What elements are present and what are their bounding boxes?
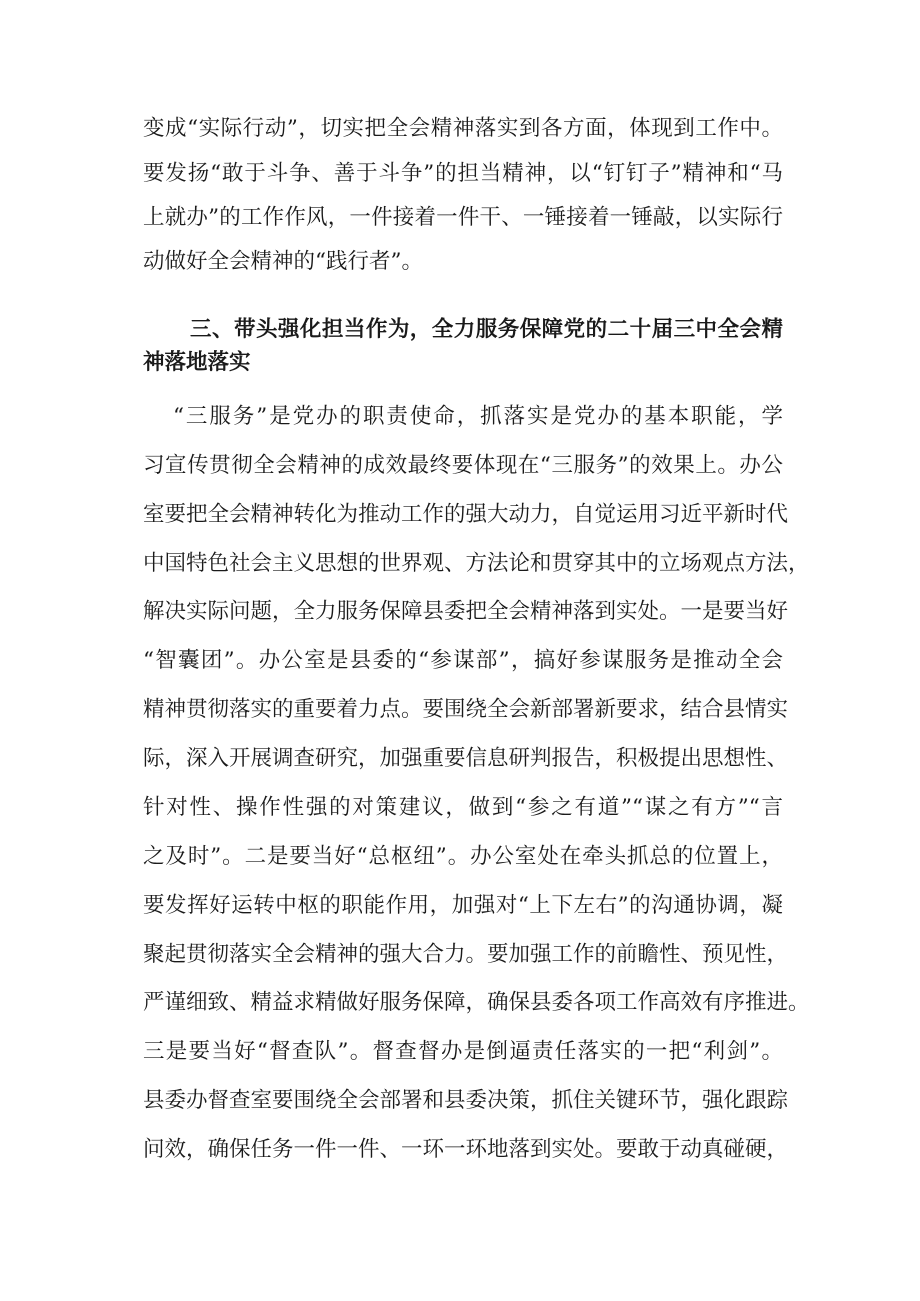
body-line: 严谨细致、精益求精做好服务保障，确保县委各项工作高效有序推进。: [143, 990, 810, 1015]
section-heading-line: 三、带头强化担当作为，全力服务保障党的二十届三中全会精: [190, 317, 783, 342]
body-line: 际，深入开展调查研究，加强重要信息研判报告，积极提出思想性、: [143, 746, 789, 771]
body-line: 县委办督查室要围绕全会部署和县委决策，抓住关键环节，强化跟踪: [143, 1088, 789, 1113]
body-line: 聚起贯彻落实全会精神的强大合力。要加强工作的前瞻性、预见性，: [143, 942, 789, 967]
section-heading-line: 神落地落实: [143, 350, 251, 375]
body-line: 中国特色社会主义思想的世界观、方法论和贯穿其中的立场观点方法，: [143, 551, 810, 576]
body-line: 解决实际问题，全力服务保障县委把全会精神落到实处。一是要当好: [143, 599, 789, 624]
body-line: “智囊团”。办公室是县委的“参谋部”，搞好参谋服务是推动全会: [143, 648, 783, 673]
body-line: 三是要当好“督查队”。督查督办是倒逼责任落实的一把“利剑”。: [143, 1039, 783, 1064]
body-line: 室要把全会精神转化为推动工作的强大动力，自觉运用习近平新时代: [143, 502, 789, 527]
body-line: 之及时”。二是要当好“总枢纽”。办公室处在牵头抓总的位置上，: [143, 844, 783, 869]
body-line: 动做好全会精神的“践行者”。: [143, 249, 423, 274]
body-line: 习宣传贯彻全会精神的成效最终要体现在“三服务”的效果上。办公: [143, 453, 783, 478]
body-line: 上就办”的工作作风，一件接着一件干、一锤接着一锤敲，以实际行: [143, 205, 783, 230]
body-line: 要发挥好运转中枢的职能作用，加强对“上下左右”的沟通协调，凝: [143, 893, 783, 918]
body-line: 问效，确保任务一件一件、一环一环地落到实处。要敢于动真碰硬，: [143, 1137, 789, 1162]
body-line: “三服务”是党办的职责使命，抓落实是党办的基本职能，学: [173, 404, 783, 429]
body-line: 变成“实际行动”，切实把全会精神落实到各方面，体现到工作中。: [143, 116, 783, 141]
body-line: 要发扬“敢于斗争、善于斗争”的担当精神，以“钉钉子”精神和“马: [143, 161, 783, 186]
body-line: 精神贯彻落实的重要着力点。要围绕全会新部署新要求，结合县情实: [143, 697, 789, 722]
body-line: 针对性、操作性强的对策建议，做到“参之有道”“谋之有方”“言: [143, 795, 783, 820]
